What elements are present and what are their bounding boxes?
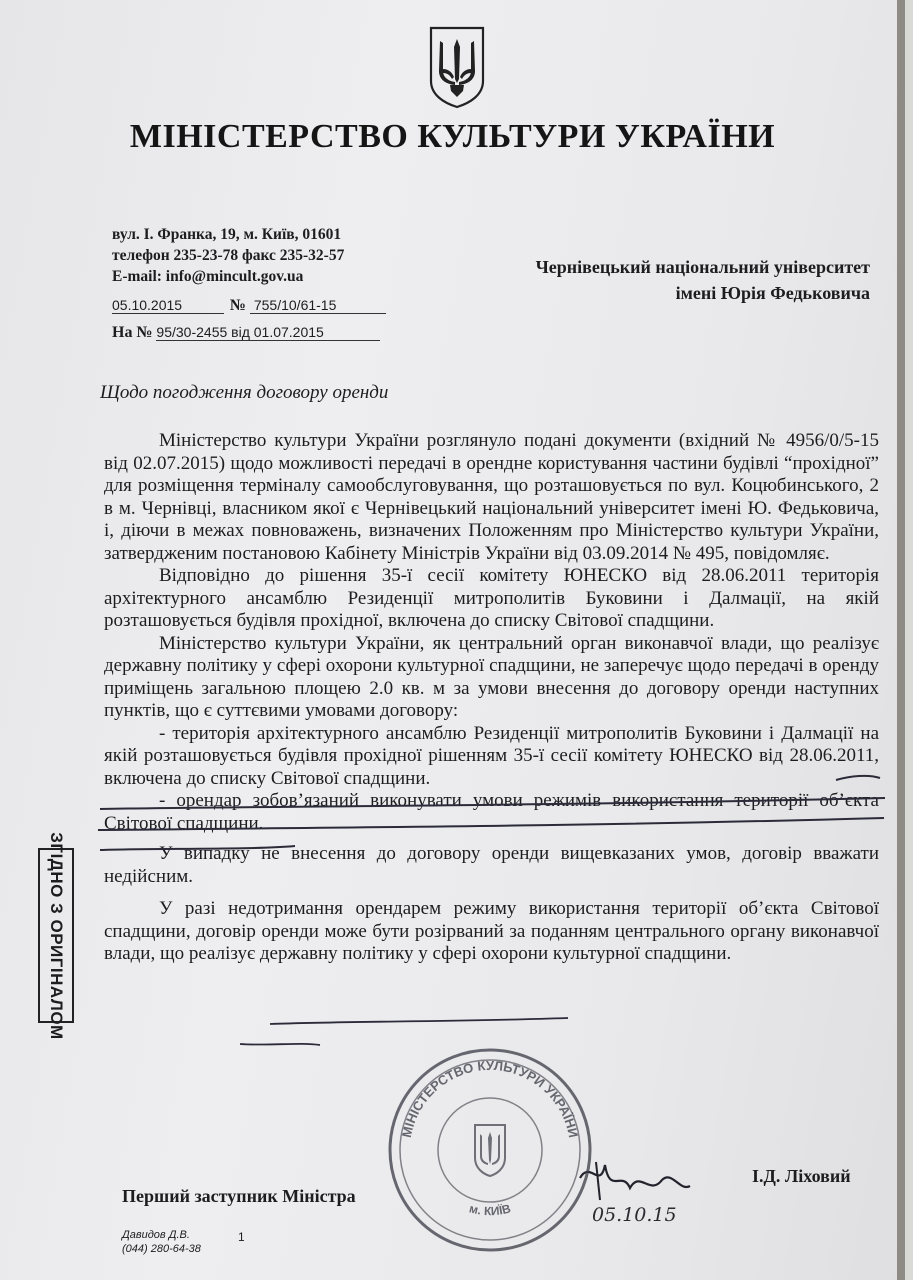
address: вул. І. Франка, 19, м. Київ, 01601 xyxy=(112,226,342,243)
outgoing-registration xyxy=(112,297,386,315)
paragraph-2: Відповідно до рішення 35-ї сесії комітету ЮНЕСКО від 28.06.2011 територія архітектурного ансамблю Резиденції митрополитів Буковини і Далмації, на якій розташовується будівля прохідної, включена до списку Світової спадщини. xyxy=(104,565,879,631)
certified-copy-stamp xyxy=(38,831,74,1040)
email: E-mail: info@mincult.gov.ua xyxy=(112,268,304,285)
seal-top-text: МІНІСТЕРСТВО КУЛЬТУРИ УКРАЇНИ xyxy=(398,1057,582,1139)
reply-ref: 95/30-2455 від 01.07.2015 xyxy=(156,324,380,341)
letter-body xyxy=(104,430,879,966)
signer-name: І.Д. Ліховий xyxy=(752,1166,851,1186)
trident-emblem-icon xyxy=(428,25,486,109)
number-label: № xyxy=(229,297,246,314)
outgoing-date: 05.10.2015 xyxy=(112,297,224,314)
paragraph-7: У разі недотримання орендарем режиму використання території об’єкта Світової спадщини, договір оренди може бути розірваний за поданням центрального органу виконавчої влади, що реалізує державну політику у сфері охорони культурної спадщини. xyxy=(104,898,879,964)
paragraph-4: - територія архітектурного ансамблю Резиденції митрополитів Буковини і Далмації на якій розташовується будівля прохідної рішенням 35-ї сесії комітету ЮНЕСКО від 28.06.2011, включена до списку Світової спадщини. xyxy=(104,722,879,789)
executor-block xyxy=(122,1228,201,1256)
recipient-line-1: Чернівецький національний університет xyxy=(535,257,870,277)
executor-phone: (044) 280-64-38 xyxy=(122,1243,201,1255)
reply-label: На № xyxy=(112,324,153,341)
paragraph-1: Міністерство культури України розглянуло подані документи (вхідний № 4956/0/5-15 від 02.07.2015) щодо можливості передачі в орендне користування частини будівлі “прохідної” для розміщення терміналу самообслуговування, що розташовується по вул. Коцюбинського, 2 в м. Чернівці, власником якої є Чернівецький національний університет імені Ю. Федьковича, і, діючи в межах повноважень, визначених Положенням про Міністерство культури України, затвердженим постановою Кабінету Міністрів України від 03.09.2014 № 495, повідомляє. xyxy=(104,430,879,564)
svg-text:м. КИЇВ xyxy=(468,1201,513,1218)
subject-line: Щодо погодження договору оренди xyxy=(100,382,389,403)
certified-copy-text: ЗГІДНО З ОРИГІНАЛОМ xyxy=(47,831,66,1040)
page-edge xyxy=(897,0,905,1280)
paragraph-5: - орендар зобов’язаний виконувати умови режимів використання території об’єкта Світової спадщини. xyxy=(104,790,879,834)
page-mark: 1 xyxy=(238,1230,245,1244)
paragraph-6: У випадку не внесення до договору оренди вищевказаних умов, договір вважати недійсним. xyxy=(104,843,879,887)
ministry-title: МІНІСТЕРСТВО КУЛЬТУРИ УКРАЇНИ xyxy=(129,118,776,155)
signature-date: 05.10.15 xyxy=(592,1204,677,1226)
recipient-block xyxy=(440,254,870,306)
outgoing-number: 755/10/61-15 xyxy=(250,297,386,314)
recipient-line-2: імені Юрія Федьковича xyxy=(675,283,870,303)
executor-name: Давидов Д.В. xyxy=(122,1229,190,1241)
signer-position: Перший заступник Міністра xyxy=(122,1186,356,1206)
official-seal xyxy=(380,1040,600,1260)
reply-reference xyxy=(112,324,380,342)
seal-bottom-text: м. КИЇВ xyxy=(467,1201,513,1219)
phone-fax: телефон 235-23-78 факс 235-32-57 xyxy=(112,247,345,264)
paragraph-3: Міністерство культури України, як центральний орган виконавчої влади, що реалізує державну політику у сфері охорони культурної спадщини, не заперечує щодо передачі в оренду приміщень загальною площею 2.0 кв. м за умови внесення до договору оренди наступних пунктів, що є суттєвими умовами договору: xyxy=(104,632,879,721)
